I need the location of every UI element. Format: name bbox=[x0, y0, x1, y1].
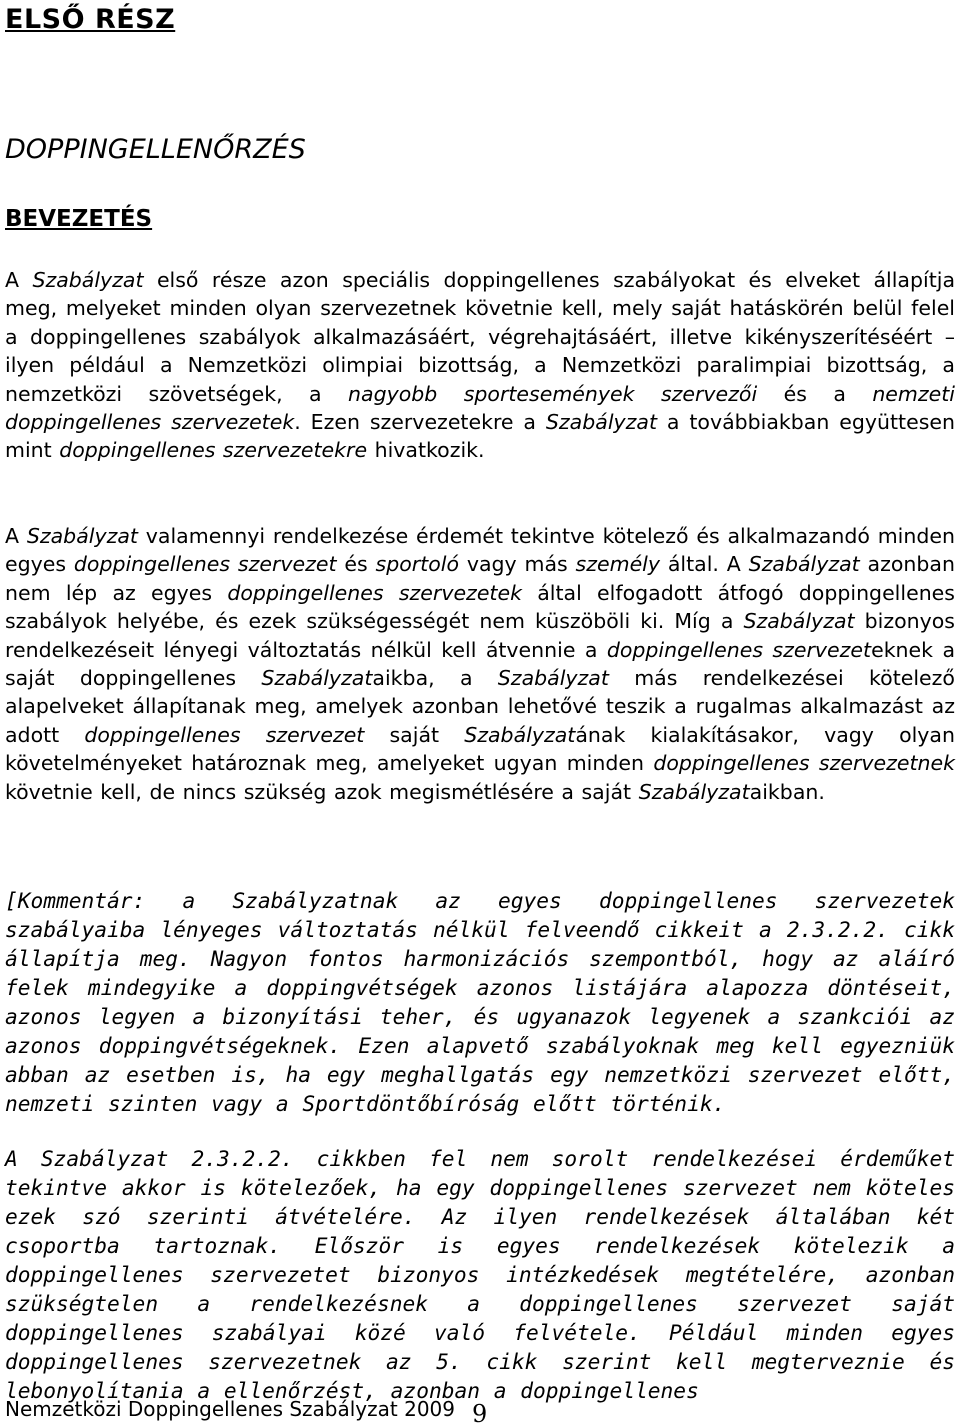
italic-term: személy bbox=[575, 552, 661, 577]
text-run: saját bbox=[364, 722, 465, 747]
text-run: eknek a saját doppingellenes bbox=[5, 637, 956, 691]
italic-term: doppingellenes szervezetek bbox=[227, 580, 522, 605]
section-title: BEVEZETÉS bbox=[5, 206, 153, 232]
text-run: más rendelkezései kötelező alapelveket állapítanak meg, amelyek azonban lehetővé teszik a rugalmas alkalmazást az adott bbox=[5, 666, 955, 747]
italic-term: doppingellenes szervezet bbox=[606, 637, 872, 662]
paragraph-commentary-continued: A Szabályzat 2.3.2.2. cikkben fel nem sorolt rendelkezései érdeműket tekintve akkor is kötelezőek, ha egy doppingellenes szervezet nem köteles ezek szó szerinti átvételére. Az ilyen rendelkezések általában két csoportba tartoznak. Először is egyes rendelkezések kötelezik a doppingellenes szervezetet bizonyos intézkedések megtételére, azonban szükségtelen a rendelkezésnek a doppingellenes szervezet saját doppingellenes szabályai közé való felvétele. Például minden egyes doppingellenes szervezetnek az 5. cikk szerint kell megterveznie és lebonyolítania a ellenőrzést, azonban a doppingellenes bbox=[5, 1146, 955, 1403]
text-run: aikba, a bbox=[372, 666, 498, 691]
italic-term: Szabályzat bbox=[743, 609, 855, 634]
text-run: A bbox=[5, 524, 27, 548]
italic-term: Szabályzat bbox=[26, 524, 138, 548]
italic-term: nagyobb sportesemények szervezői bbox=[348, 381, 758, 406]
text-run: a továbbiakban együttesen mint bbox=[5, 410, 955, 463]
italic-term: doppingellenes szervezetnek bbox=[653, 751, 956, 776]
italic-term: Szabályzat bbox=[261, 666, 373, 691]
page-number: 9 bbox=[472, 1400, 488, 1428]
text-run: követnie kell, de nincs szükség azok megismétlésére a saját bbox=[5, 779, 639, 804]
text-run: hivatkozik. bbox=[367, 438, 485, 463]
italic-term: Szabályzat bbox=[545, 410, 658, 435]
italic-term: Szabályzat bbox=[748, 552, 860, 577]
text-run: és a bbox=[757, 381, 873, 406]
text-run: által elfogadott átfogó doppingellenes szabályok helyébe, és ezek szükségességét nem küszöböli ki. Míg a bbox=[5, 580, 955, 634]
italic-term: Szabályzat bbox=[464, 722, 576, 747]
text-run: aikban. bbox=[749, 779, 825, 804]
text-run: vagy más bbox=[459, 552, 576, 577]
italic-term: doppingellenes szervezet bbox=[84, 722, 365, 747]
footer-text: Nemzetközi Doppingellenes Szabályzat 2009 bbox=[5, 1397, 455, 1421]
text-run: . Ezen szervezetekre a bbox=[294, 410, 546, 435]
italic-term: sportoló bbox=[375, 552, 459, 577]
text-run: által. A bbox=[660, 552, 749, 577]
chapter-title: DOPPINGELLENŐRZÉS bbox=[5, 134, 306, 165]
italic-term: Szabályzat bbox=[497, 666, 609, 691]
paragraph-intro bbox=[5, 266, 955, 465]
text-run: valamennyi rendelkezése érdemét tekintve kötelező és alkalmazandó minden egyes bbox=[5, 524, 955, 577]
paragraph-applicability bbox=[5, 522, 955, 806]
italic-term: nemzeti doppingellenes szervezetek bbox=[5, 381, 955, 435]
part-title: ELSŐ RÉSZ bbox=[5, 4, 176, 35]
italic-term: Szabályzat bbox=[638, 779, 750, 804]
italic-term: Szabályzat bbox=[32, 268, 144, 292]
text-run: és bbox=[336, 552, 376, 577]
text-run: első része azon speciális doppingellenes szabályokat és elveket állapítja meg, melyeket minden olyan szervezetnek követnie kell, mely saját hatáskörén belül felel a doppingellenes szabályok alkalmazásáért, végrehajtásáért, illetve kikényszerítéséért – ilyen például a Nemzetközi olimpiai bizottság, a Nemzetközi paralimpiai bizottság, a nemzetközi szövetségek, a bbox=[5, 268, 956, 406]
text-run: A bbox=[5, 268, 33, 292]
text-run: bizonyos rendelkezéseit lényegi változtatás nélkül kell átvennie a bbox=[5, 609, 955, 662]
italic-term: doppingellenes szervezetekre bbox=[59, 438, 368, 463]
text-run: ának kialakításakor, vagy olyan követelményeket határoznak meg, amelyeket ugyan minden bbox=[5, 722, 955, 776]
italic-term: doppingellenes szervezet bbox=[73, 552, 337, 577]
text-run: azonban nem lép az egyes bbox=[5, 552, 955, 605]
paragraph-commentary: [Kommentár: a Szabályzatnak az egyes doppingellenes szervezetek szabályaiba lényeges változtatás nélkül felveendő cikkeit a 2.3.2.2. cikk állapítja meg. Nagyon fontos harmonizációs szempontból, hogy az aláíró felek mindegyike a doppingvétségek azonos listájára alapozza döntéseit, azonos legyen a bizonyítási teher, és ugyanazok legyenek a szankciói az azonos doppingvétségeknek. Ezen alapvető szabályoknak meg kell egyezniük abban az esetben is, ha egy meghallgatás egy nemzetközi szervezet előtt, nemzeti szinten vagy a Sportdöntőbíróság előtt történik. bbox=[5, 888, 955, 1116]
